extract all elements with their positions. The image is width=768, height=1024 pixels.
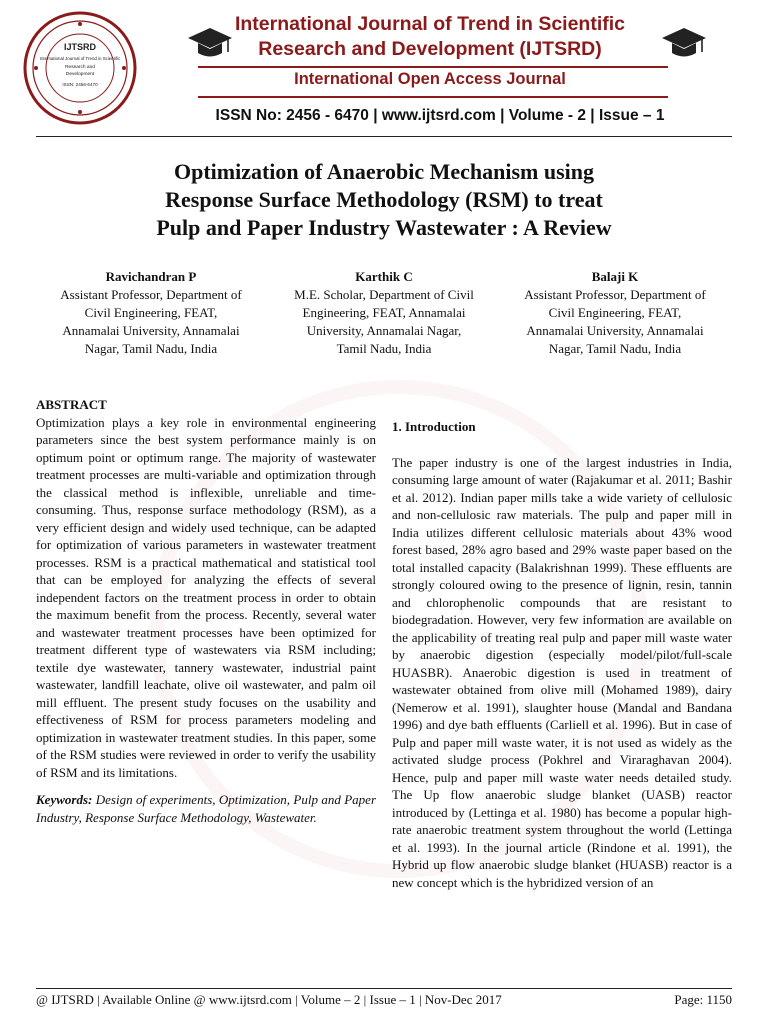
- introduction-heading: 1. Introduction: [392, 419, 476, 434]
- title-line-2: Response Surface Methodology (RSM) to treat: [165, 187, 603, 212]
- seal-line-1: IJTSRD: [63, 42, 97, 52]
- author-affiliation-line: Civil Engineering, FEAT,: [548, 305, 682, 320]
- ijtsrd-seal-logo: [22, 10, 138, 126]
- page-footer: [36, 992, 732, 1008]
- author-affiliation-line: M.E. Scholar, Department of Civil: [294, 287, 474, 302]
- author-affiliation-line: Annamalai University, Annamalai: [526, 323, 704, 338]
- seal-line-5: ISSN: 2456-6470: [62, 82, 98, 87]
- keywords-label: Keywords:: [36, 792, 93, 807]
- seal-line-2: International Journal of Trend in Scientific: [39, 56, 121, 61]
- journal-title-line2: Research and Development (IJTSRD): [258, 38, 602, 60]
- journal-title-line1: International Journal of Trend in Scientific: [234, 13, 626, 35]
- footer-text: @ IJTSRD | Available Online @ www.ijtsrd.com | Volume – 2 | Issue – 1 | Nov-Dec 2017: [36, 992, 502, 1007]
- abstract-heading: ABSTRACT: [36, 397, 107, 412]
- header-rule-top: [198, 66, 668, 68]
- author-affiliation-line: Assistant Professor, Department of: [60, 287, 242, 302]
- abstract-column: [36, 396, 376, 826]
- author-affiliation-line: Civil Engineering, FEAT,: [84, 305, 218, 320]
- seal-line-4: Development: [65, 72, 95, 77]
- author-1: [36, 268, 266, 358]
- open-access-label: International Open Access Journal: [294, 70, 566, 88]
- graduation-cap-icon-right: [660, 26, 708, 60]
- introduction-column: [392, 418, 732, 891]
- author-affiliation-line: University, Annamalai Nagar,: [306, 323, 462, 338]
- keywords: [36, 791, 376, 826]
- keywords-text: Design of experiments, Optimization, Pulp and Paper Industry, Response Surface Methodology, Wastewater.: [36, 792, 377, 825]
- issn-line: ISSN No: 2456 - 6470 | www.ijtsrd.com | Volume - 2 | Issue – 1: [215, 107, 665, 124]
- page-number: Page: 1150: [674, 992, 732, 1007]
- paper-title: [60, 158, 708, 242]
- author-2: [269, 268, 499, 358]
- author-affiliation-line: Nagar, Tamil Nadu, India: [84, 341, 218, 356]
- seal-line-3: Research and: [65, 65, 95, 70]
- title-line-3: Pulp and Paper Industry Wastewater : A Review: [156, 215, 612, 240]
- footer-rule: [36, 988, 732, 989]
- author-affiliation-line: Engineering, FEAT, Annamalai: [302, 305, 466, 320]
- journal-header: [0, 0, 768, 140]
- author-name: Balaji K: [591, 269, 639, 284]
- author-name: Karthik C: [355, 269, 413, 284]
- author-affiliation-line: Annamalai University, Annamalai: [62, 323, 240, 338]
- author-3: [500, 268, 730, 358]
- author-affiliation-line: Assistant Professor, Department of: [524, 287, 706, 302]
- abstract-text: Optimization plays a key role in environmental engineering parameters since the best system performance mainly is on optimum point or optimum range. The majority of wastewater treatment processes are multi-variable and optimization through the classical method is inflexible, unreliable and time-consuming. Thus, response surface methodology (RSM), as a very efficient design and widely used technique, can be adapted for optimization of various parameters in wastewater treatment processes. RSM is a practical mathematical and statistical tool that can be employed for analyzing the effects of several independent factors on the treatment process in order to obtain the maximum benefit from the process. Recently, several water and wastewater treatment processes have been optimized for treatment different type of wastewaters via RSM including; textile dye wastewater, tannery wastewater, industrial paint wastewater, landfill leachate, olive oil wastewater, and palm oil mill effluent. The present study focuses on the usability and effectiveness of RSM for process parameters modeling and optimization in wastewater treatment studies. In this paper, some of the RSM studies were reviewed in order to verify the usability of RSM and its limitations.: [36, 414, 376, 780]
- header-rule-bottom: [198, 96, 668, 98]
- author-affiliation-line: Nagar, Tamil Nadu, India: [548, 341, 682, 356]
- header-separator: [36, 136, 732, 137]
- author-affiliation-line: Tamil Nadu, India: [336, 341, 432, 356]
- author-name: Ravichandran P: [105, 269, 197, 284]
- introduction-text: The paper industry is one of the largest industries in India, consuming large amount of water (Rajakumar et al. 2011; Bashir et al. 2012). Indian paper mills take a wide variety of cellulosic and non-cellulosic raw materials. The pulp and paper mill in India utilizes different cellulosic materials about 43% wood forest based, 28% agro based and 29% waste paper based on the total installed capacity (Balakrishnan 1999). These effluents are strongly coloured owing to the presence of lignin, resin, tannin and chlorophenolic compounds that are resistant to biodegradation. However, very few information are available on the applicability of treating real pulp and paper mill waste water by anaerobic digestion (especially model/pilot/full-scale HUASBR). Anaerobic digestion is used in treatment of wastewater obtained from olive mill (Mohamed 1989), dairy (Nemerow et al. 1991), slaughter house (Mandal and Bandana 1996) and dye bath effluents (Carliell et al. 1996). But in case of Pulp and paper mill waste water, it is not used as widely as the activated sludge process (Pokhrel and Viraraghavan 2004). Hence, pulp and paper mill waste water needs detailed study. The Up flow anaerobic sludge blanket (UASB) reactor introduced by (Lettinga et al. 1980) has become a popular high-rate anaerobic treatment system throughout the world (Lettinga et al. 1993). In the journal article (Rindone et al. 1991), the Hybrid up flow anaerobic sludge blanket (HUASB) reactor is a new concept which is the hybridized version of an: [392, 454, 732, 890]
- title-line-1: Optimization of Anaerobic Mechanism using: [173, 159, 595, 184]
